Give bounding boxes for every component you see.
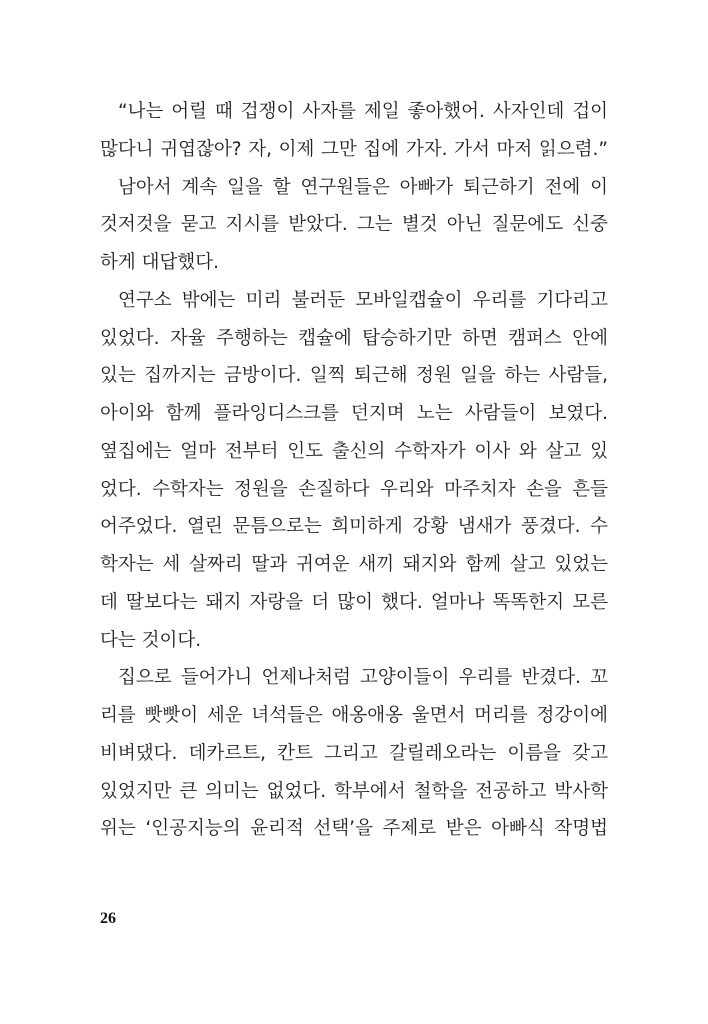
text-line: “나는 어릴 때 겁쟁이 사자를 제일 좋아했어. 사자인데 겁이 — [118, 101, 608, 122]
text-line: 데 딸보다는 돼지 자랑을 더 많이 했다. 얼마나 똑똑한지 모른 — [100, 591, 608, 613]
text-line: 연구소 밖에는 미리 불러둔 모바일캡슐이 우리를 기다리고 — [118, 289, 608, 311]
text-line: 남아서 계속 일을 할 연구원들은 아빠가 퇴근하기 전에 이 — [118, 176, 608, 198]
text-line: 리를 빳빳이 세운 녀석들은 애옹애옹 울면서 머리를 정강이에 — [100, 705, 608, 726]
text-line: 었다. 수학자는 정원을 손질하다 우리와 마주치자 손을 흔들 — [100, 478, 608, 500]
text-line: 비벼댔다. 데카르트, 칸트 그리고 갈릴레오라는 이름을 갖고 — [100, 742, 608, 764]
text-line: 어주었다. 열린 문틈으로는 희미하게 강황 냄새가 풍겼다. 수 — [100, 516, 608, 538]
text-line: 있었지만 큰 의미는 없었다. 학부에서 철학을 전공하고 박사학 — [100, 780, 608, 802]
text-line: 것저것을 묻고 지시를 받았다. 그는 별것 아닌 질문에도 신중 — [100, 214, 608, 236]
text-line: 있었다. 자율 주행하는 캡슐에 탑승하기만 하면 캠퍼스 안에 — [100, 327, 608, 349]
text-line: 있는 집까지는 금방이다. 일찍 퇴근해 정원 일을 하는 사람들, — [100, 365, 608, 387]
text-line: 위는 ‘인공지능의 윤리적 선택’을 주제로 받은 아빠식 작명법 — [100, 818, 608, 840]
text-line: 많다니 귀엽잖아? 자, 이제 그만 집에 가자. 가서 마저 읽으렴.” — [100, 138, 608, 160]
page-number: 26 — [100, 910, 116, 927]
text-line: 아이와 함께 플라잉디스크를 던지며 노는 사람들이 보였다. — [100, 403, 608, 424]
text-line: 옆집에는 얼마 전부터 인도 출신의 수학자가 이사 와 살고 있 — [100, 440, 608, 462]
text-line: 학자는 세 살짜리 딸과 귀여운 새끼 돼지와 함께 살고 있었는 — [100, 554, 608, 575]
body-text — [100, 93, 608, 848]
text-line: 집으로 들어가니 언제나처럼 고양이들이 우리를 반겼다. 꼬 — [118, 667, 608, 689]
text-line: 하게 대답했다. — [100, 252, 219, 273]
text-line: 다는 것이다. — [100, 629, 202, 651]
